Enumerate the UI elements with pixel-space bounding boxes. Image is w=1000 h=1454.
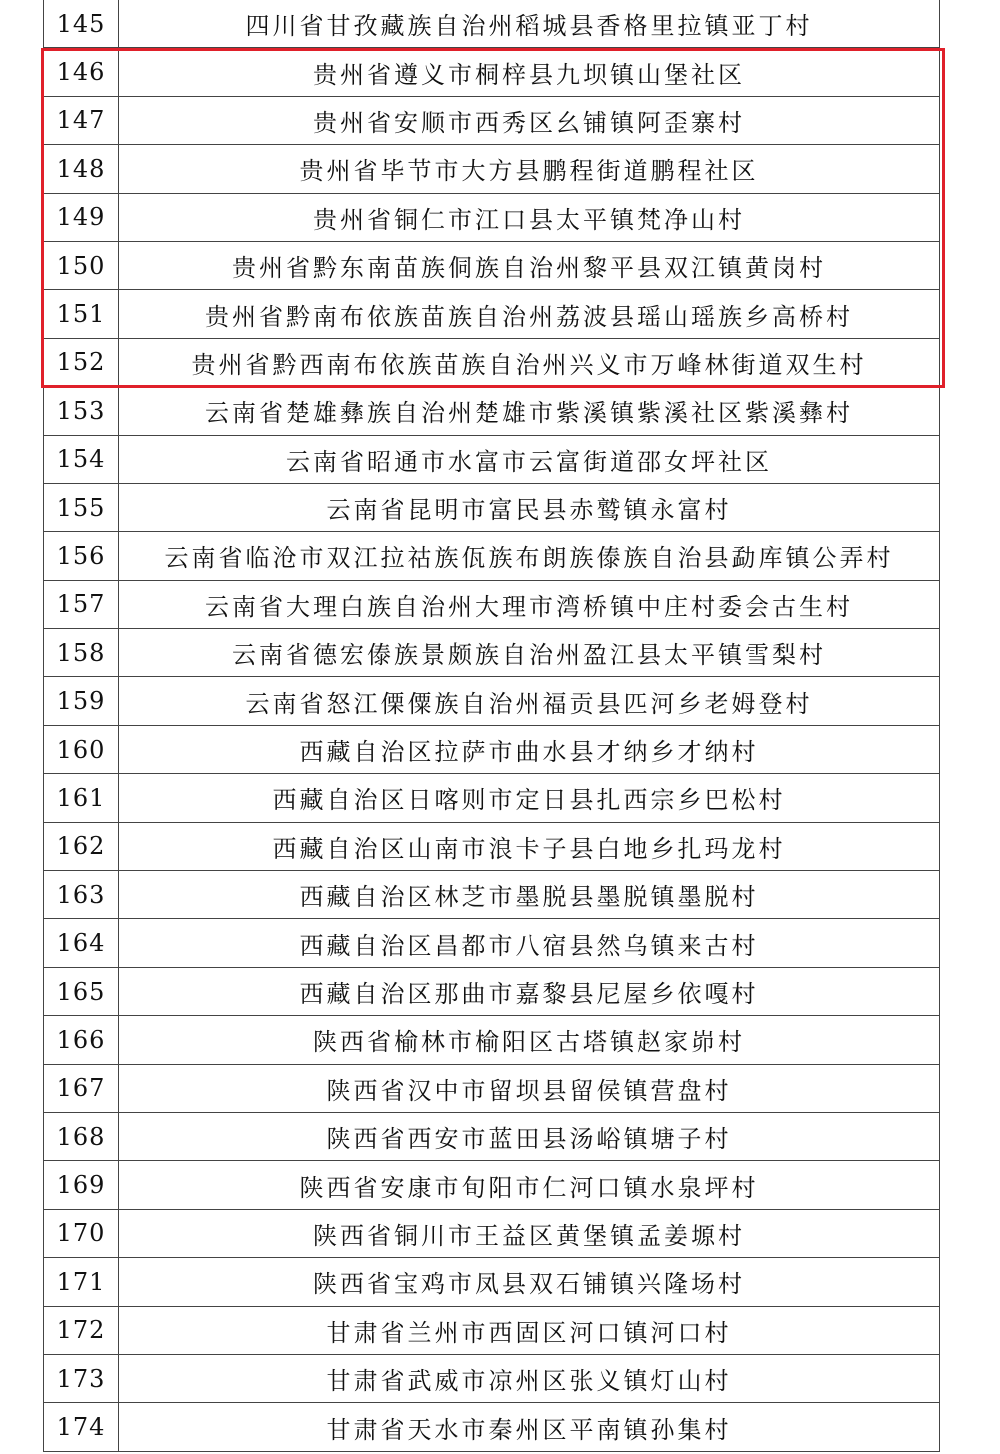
table-row <box>44 338 940 386</box>
village-name: 西藏自治区昌都市八宿县然乌镇来古村 <box>119 919 940 967</box>
row-number: 145 <box>44 0 119 48</box>
row-number: 166 <box>44 1016 119 1064</box>
table-row <box>44 435 940 483</box>
row-number: 170 <box>44 1209 119 1257</box>
row-number: 169 <box>44 1161 119 1209</box>
table-row <box>44 48 940 96</box>
row-number: 162 <box>44 822 119 870</box>
village-name: 陕西省宝鸡市凤县双石铺镇兴隆场村 <box>119 1258 940 1306</box>
village-name: 甘肃省兰州市西固区河口镇河口村 <box>119 1306 940 1354</box>
row-number: 152 <box>44 338 119 386</box>
village-name: 贵州省黔南布依族苗族自治州荔波县瑶山瑶族乡高桥村 <box>119 290 940 338</box>
village-name: 西藏自治区林芝市墨脱县墨脱镇墨脱村 <box>119 871 940 919</box>
table-row <box>44 919 940 967</box>
row-number: 158 <box>44 629 119 677</box>
table-row <box>44 871 940 919</box>
village-name: 贵州省安顺市西秀区幺铺镇阿歪寨村 <box>119 96 940 144</box>
village-name: 云南省临沧市双江拉祜族佤族布朗族傣族自治县勐库镇公弄村 <box>119 532 940 580</box>
table-row <box>44 725 940 773</box>
row-number: 163 <box>44 871 119 919</box>
table-row <box>44 1064 940 1112</box>
village-name: 甘肃省天水市秦州区平南镇孙集村 <box>119 1403 940 1451</box>
village-name: 陕西省铜川市王益区黄堡镇孟姜塬村 <box>119 1209 940 1257</box>
table-row <box>44 580 940 628</box>
table-row <box>44 483 940 531</box>
row-number: 172 <box>44 1306 119 1354</box>
village-name: 西藏自治区拉萨市曲水县才纳乡才纳村 <box>119 725 940 773</box>
village-name: 陕西省安康市旬阳市仁河口镇水泉坪村 <box>119 1161 940 1209</box>
table-row <box>44 1112 940 1160</box>
table-row <box>44 1016 940 1064</box>
row-number: 148 <box>44 145 119 193</box>
village-name: 贵州省黔西南布依族苗族自治州兴义市万峰林街道双生村 <box>119 338 940 386</box>
village-name: 贵州省遵义市桐梓县九坝镇山堡社区 <box>119 48 940 96</box>
village-name: 陕西省榆林市榆阳区古塔镇赵家峁村 <box>119 1016 940 1064</box>
row-number: 154 <box>44 435 119 483</box>
row-number: 149 <box>44 193 119 241</box>
row-number: 161 <box>44 774 119 822</box>
table-row <box>44 0 940 48</box>
table-row <box>44 290 940 338</box>
village-name: 云南省楚雄彝族自治州楚雄市紫溪镇紫溪社区紫溪彝村 <box>119 387 940 435</box>
village-name: 陕西省汉中市留坝县留侯镇营盘村 <box>119 1064 940 1112</box>
row-number: 153 <box>44 387 119 435</box>
table-row <box>44 96 940 144</box>
village-name: 贵州省毕节市大方县鹏程街道鹏程社区 <box>119 145 940 193</box>
village-name: 云南省大理白族自治州大理市湾桥镇中庄村委会古生村 <box>119 580 940 628</box>
table-row <box>44 1209 940 1257</box>
village-name: 云南省怒江傈僳族自治州福贡县匹河乡老姆登村 <box>119 677 940 725</box>
row-number: 150 <box>44 241 119 289</box>
row-number: 156 <box>44 532 119 580</box>
table-row <box>44 145 940 193</box>
table-row <box>44 1258 940 1306</box>
village-name: 四川省甘孜藏族自治州稻城县香格里拉镇亚丁村 <box>119 0 940 48</box>
village-name: 云南省昭通市水富市云富街道邵女坪社区 <box>119 435 940 483</box>
table-row <box>44 1403 940 1451</box>
table-row <box>44 193 940 241</box>
village-name: 西藏自治区日喀则市定日县扎西宗乡巴松村 <box>119 774 940 822</box>
village-name: 甘肃省武威市凉州区张义镇灯山村 <box>119 1354 940 1402</box>
table-row <box>44 1306 940 1354</box>
row-number: 173 <box>44 1354 119 1402</box>
village-name: 贵州省黔东南苗族侗族自治州黎平县双江镇黄岗村 <box>119 241 940 289</box>
row-number: 171 <box>44 1258 119 1306</box>
row-number: 167 <box>44 1064 119 1112</box>
row-number: 164 <box>44 919 119 967</box>
village-name: 云南省昆明市富民县赤鹫镇永富村 <box>119 483 940 531</box>
table-row <box>44 629 940 677</box>
village-name: 西藏自治区那曲市嘉黎县尼屋乡依嘎村 <box>119 967 940 1015</box>
table-row <box>44 1161 940 1209</box>
village-name: 云南省德宏傣族景颇族自治州盈江县太平镇雪梨村 <box>119 629 940 677</box>
table-row <box>44 241 940 289</box>
table-row <box>44 774 940 822</box>
row-number: 155 <box>44 483 119 531</box>
row-number: 160 <box>44 725 119 773</box>
table-body <box>44 0 940 1451</box>
table-row <box>44 1354 940 1402</box>
row-number: 165 <box>44 967 119 1015</box>
village-list-table <box>43 0 940 1452</box>
table-row <box>44 822 940 870</box>
table-row <box>44 387 940 435</box>
row-number: 147 <box>44 96 119 144</box>
village-name: 西藏自治区山南市浪卡子县白地乡扎玛龙村 <box>119 822 940 870</box>
table-row <box>44 677 940 725</box>
table-row <box>44 532 940 580</box>
village-name: 贵州省铜仁市江口县太平镇梵净山村 <box>119 193 940 241</box>
row-number: 157 <box>44 580 119 628</box>
village-name: 陕西省西安市蓝田县汤峪镇塘子村 <box>119 1112 940 1160</box>
row-number: 151 <box>44 290 119 338</box>
table-row <box>44 967 940 1015</box>
row-number: 168 <box>44 1112 119 1160</box>
row-number: 146 <box>44 48 119 96</box>
row-number: 174 <box>44 1403 119 1451</box>
row-number: 159 <box>44 677 119 725</box>
